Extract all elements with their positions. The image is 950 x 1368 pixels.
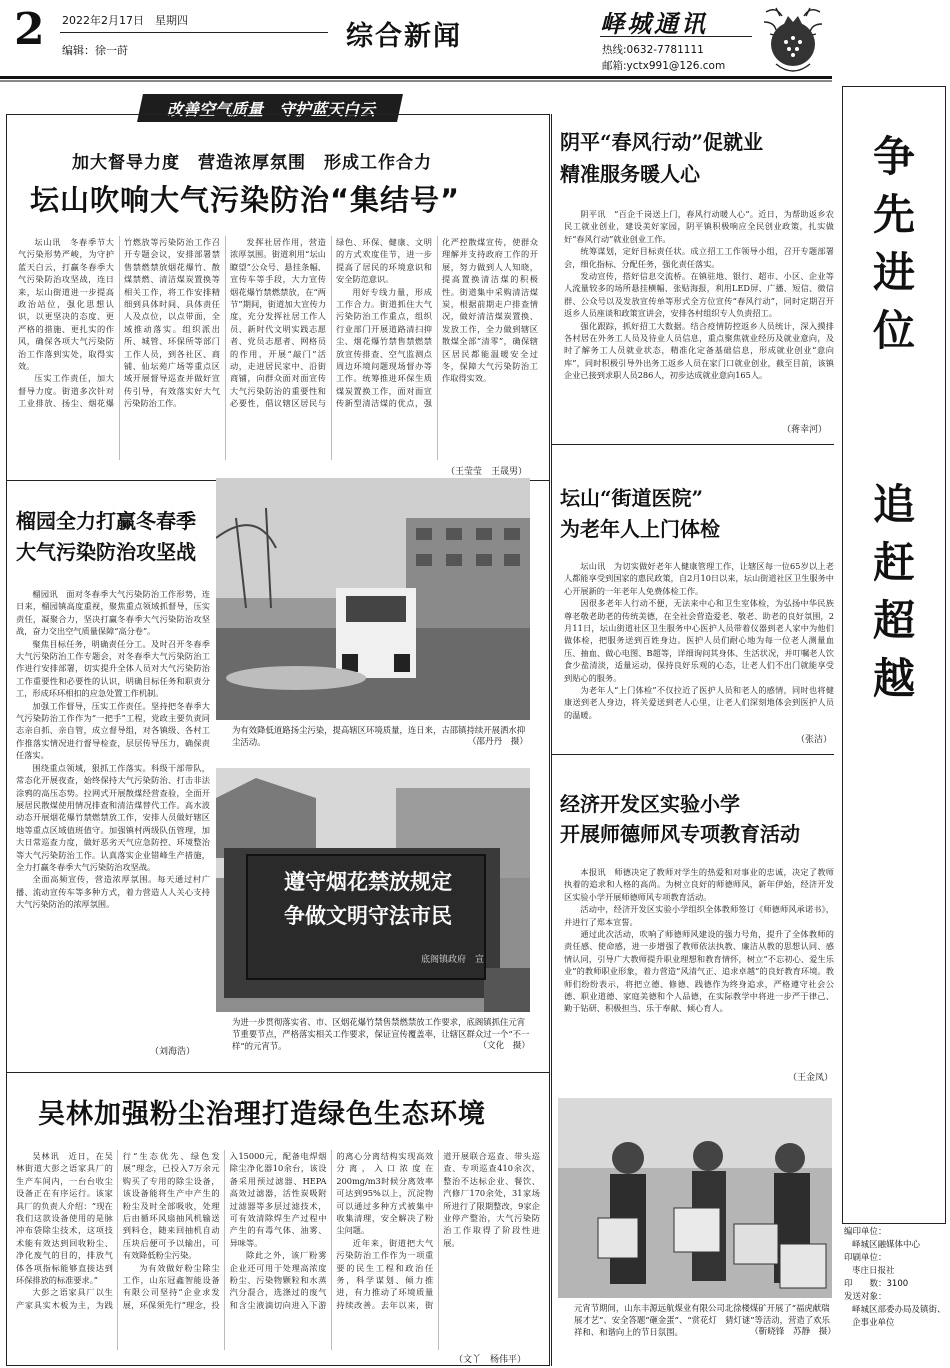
right3-paragraph: 活动中，经济开发区实验小学组织全体教师签订《师德师风承诺书》，并进行了郑本宣誓。	[564, 904, 834, 927]
imprint-label: 印刷单位：	[844, 1253, 887, 1263]
left-story-title	[16, 506, 212, 568]
bottom-paragraph: 除此之外，该厂粉雾企业还可用于处理高浓度粉尘、污染物颗粒和水蒸汽分混合，选涤过的废气和含尘液滴切向进入下游的离心分离结构实现高效分离，入口浓度在200mg/m3时候分离效率可达到95%以上，沉淀物可以通过多种方式被集中收集清理，安全解决了粉尘问题。	[229, 1151, 434, 1310]
sidebar-slogan	[842, 124, 946, 704]
slogan-char: 超	[872, 596, 915, 645]
lead-title: 坛山吹响大气污染防治“集结号”	[30, 183, 461, 217]
photo-water-truck	[216, 478, 530, 720]
paper-name: 峄城通讯	[600, 9, 708, 38]
right3-paragraph: 本报讯 师德决定了教师对学生的热爱和对事业的忠诚，决定了教师执着的追求和人格的高尚。为树立良好的师德师风，新年伊始，经济开发区实验小学开展师德师风专项教育活动。	[564, 867, 834, 902]
slogan-char: 进	[872, 248, 915, 297]
right3-title-line1: 经济开发区实验小学	[560, 792, 740, 816]
lead-kicker: 加大督导力度 营造浓厚氛围 形成工作合力	[72, 153, 432, 173]
photo3-caption	[574, 1302, 836, 1338]
slogan-gap	[842, 356, 946, 472]
right2-paragraph: 坛山讯 为切实做好老年人健康管理工作，让辖区每一位65岁以上老人都能享受到国家的惠民政策，自2月10日以来，坛山街道社区卫生服务中心开展新的一年老年人免费体检工作。	[564, 561, 834, 596]
right1-byline: （蒋幸河）	[782, 425, 828, 435]
imprint-value: 3100	[886, 1279, 909, 1289]
theme-banner-label: 改善空气质量 守护蓝天白云	[166, 100, 375, 119]
right3-title-line2: 开展师德师风专项教育活动	[560, 822, 800, 846]
lead-paragraph: 压实工作责任，加大督导力度。街道多次针对工业排放、扬尘、烟花爆竹燃放等污染防治工作召开专题会议，安排部署禁售禁燃禁放烟花爆竹、散煤禁燃、清洁煤炭置换等相关工作，将工作安排精细到具体时间、具体责任人及点位，以点带面，全域推动落实。组织派出所、城管、环保所等部门工作人员，到各社区、商铺、仙坛苑广场等重点区域开展督导巡查并做好宣传引导，有效落实好大气污染防治工作。	[18, 237, 220, 409]
right2-title-line2: 为老年人上门体检	[560, 517, 720, 541]
photo2-byline: （文化 摄）	[478, 1041, 530, 1051]
masthead-bottom-rule	[0, 76, 832, 79]
slogan-char: 争	[872, 132, 915, 181]
editor-credit: 编辑：徐一莳	[62, 44, 128, 57]
right1-paragraph: 阴平讯 “百企千岗送上门，春风行动暖人心”。近日，为帮助返乡农民工就业创业，建设美好家园，阴平镇积极响应全民创业政策，扎实做好“春风行动”就业创业工作。	[564, 209, 834, 244]
left-paragraph: 加强工作督导，压实工作责任。坚持把冬春季大气污染防治工作作为“一把手”工程，党政主要负责同志亲自抓、亲自管，成立督导组，对各镇级、各村工作推落实情况进行督导检查，层层传导压力，确保责任落实。	[16, 700, 210, 761]
divider-right-1	[552, 444, 834, 445]
photo-lantern-festival	[558, 1098, 832, 1298]
masthead-rule-right	[600, 36, 752, 37]
truck-banner-line2: 争做文明守法市民	[284, 904, 452, 928]
bottom-paragraph: 近年来，街道把大气污染防治工作作为一项重要的民生工程和政治任务，科学谋划、倾力推进，有力推动了环境质量持续改善。去年以来，街道开展联合巡查、带头巡查、专项巡查410余次，整治不达标企业、餐饮、汽修厂170余处，31家场所进行了限期整改，9家企业停产整治，大气污染防治工作取得了阶段性进展。	[336, 1151, 540, 1310]
bottom-story-byline: （文丫 杨伟平）	[454, 1355, 527, 1365]
bottom-paragraph: 吴林讯 近日，在吴林街道大彭之语家具厂的生产车间内，一台台收尘设备正在有序运行。该家具厂的负责人介绍：“现在我们这款设备使用的是脉冲布袋除尘技术，这项技术能有效达到回收粉尘、净化废气的目的，排放气体各项指标能够直接达到环保排放的标准要求。”	[16, 1151, 113, 1286]
right-column-rule	[551, 114, 552, 1366]
divider-right-2	[552, 754, 834, 755]
slogan-char: 位	[872, 306, 915, 355]
slogan-char: 追	[872, 480, 915, 529]
photo-banner-truck	[216, 768, 530, 1012]
bottom-paragraph: 为有效做好粉尘除尘工作，山东冠鑫智能设备有限公司坚持“企业求发展，环保须先行”理念，投入15000元，配备电焊烟除尘净化器10余台，该设备采用预过滤器、HEPA高效过滤器，活性炭吸附过滤器等多层过滤技术，可有效清除焊生产过程中产生的有毒气体、油雾、异味等。	[122, 1151, 327, 1310]
right3-byline: （王金凤）	[788, 1073, 834, 1083]
right2-body	[564, 560, 834, 728]
right1-paragraph: 统筹谋划，定好目标责任状。成立招工工作领导小组，召开专题部署会，细化指标、分配任务，强化责任落实。	[564, 246, 834, 269]
left-paragraph: 全面高频宣传，营造浓厚氛围。每天通过村广播、流动宣传车等多种方式，着力营造人人关心支持大气污染防治的浓厚氛围。	[16, 874, 210, 910]
pomegranate-logo-icon	[756, 2, 830, 78]
imprint-value: 峄城区部委办局及镇街、企事业单位	[852, 1305, 946, 1328]
right2-paragraph: 因很多老年人行动不便，无法来中心和卫生室体检，为弘扬中华民族尊老敬老助老的传统美德，在全社会营造爱老、敬老、助老的良好氛围，2月11日，坛山街道社区卫生服务中心医护人员带着仪器到老人家中为他们做体检，把服务送到百姓身边。医护人员们耐心地为每一位老人测量血压、抽血、做心电图、B超等，详细询问其身体、生活状况，并叮嘱老人饮食少盐清淡，适量运动，保持良好乐观的心态，让老人们不出门就能享受到贴心的服务。	[564, 598, 834, 683]
hotline: 热线:0632-7781111	[602, 44, 704, 56]
slogan-char: 先	[872, 190, 915, 239]
right2-title-line1: 坛山“街道医院”	[560, 486, 704, 510]
bottom-story-title: 吴林加强粉尘治理打造绿色生态环境	[38, 1099, 486, 1130]
left-paragraph: 榴园讯 面对冬春季大气污染防治工作形势，连日来，榴园镇高度重视，聚焦重点领域抓督导，压实责任，凝聚合力，坚决打赢冬春季大气污染防治攻坚战，奋力交出空气质量保障“高分卷”。	[16, 589, 210, 637]
right3-body	[564, 866, 834, 1066]
lead-body	[18, 236, 538, 460]
truck-banner	[246, 854, 486, 980]
photo3-caption-text: 元宵节期间，山东丰源远航煤业有限公司北徐楼煤矿开展了“福虎献瑞展才艺”、安全答题“砸金蛋”、“赏花灯 猜灯谜”等活动，营造了欢乐祥和、和谐向上的节日氛围。	[574, 1303, 830, 1337]
right1-paragraph: 发动宣传，搭好信息交流桥。在镇驻地、银行、超市、小区、企业等人流量较多的场所悬挂横幅、张贴海报，利用LED屏、广播、短信、微信群、公众号以及发放宣传单等形式全方位宣传“春风行动”，同时定期召开返乡人员座谈和政策宣讲会，安排各村组织专人负责招工。	[564, 271, 834, 319]
left-paragraph: 聚焦目标任务，明确责任分工。及时召开冬春季大气污染防治工作专题会，对冬春季大气污染防治工作进行安排部署，切实提升全体人员对大气污染防治工作重要性和必要性的认识，明确目标任务和职责分工，形成环环相扣的应急处置工作机制。	[16, 638, 210, 699]
section-title: 综合新闻	[346, 21, 462, 52]
email: 邮箱:yctx991@126.com	[602, 60, 726, 72]
imprint-label: 发送对象：	[844, 1292, 887, 1302]
right1-body	[564, 208, 834, 420]
left-story-title-text: 榴园全力打赢冬春季大气污染防治攻坚战	[16, 509, 196, 564]
photo1-caption	[232, 724, 528, 748]
divider-bottom-story	[6, 1072, 550, 1073]
lead-byline: （王莹莹 王晟男）	[446, 467, 528, 477]
truck-banner-line1: 遵守烟花禁放规定	[284, 870, 452, 894]
right3-paragraph: 通过此次活动，吹响了师德师风建设的强力号角，提升了全体教师的责任感、使命感，进一步增强了教师依法执教、廉洁从教的思想认同、感情认同，引导广大教师提升职业理想和教育情怀，树立“不忘初心、爱生乐业”的教师职业形象，着力营造“风清气正、追求卓越”的良好教育环境。教师们纷纷表示，将把立德、修德、践德作为终身追求，严格遵守社会公德、职业道德、家庭美德和个人品德，在实际教学中将进一步严于律己、勤于钻研、积极担当、乐于奉献、倾心育人。	[564, 929, 834, 1014]
left-story-byline: （刘海浩）	[150, 1047, 196, 1057]
photo3-byline: （靳晓锋 苏静 摄）	[750, 1327, 836, 1337]
masthead-rule-top	[60, 32, 328, 33]
bottom-story-body	[16, 1150, 540, 1350]
right2-paragraph: 为老年人“上门体检”不仅拉近了医护人员和老人的感情，同时也将健康送到老人身边，将关爱送到老人心里，让老人们深刻地体会到医护人员的温暖。	[564, 685, 834, 720]
imprint-label: 编印单位：	[844, 1227, 887, 1237]
right1-paragraph: 强化跟踪，抓好招工大数据。结合疫情防控返乡人员统计，深入摸排各村居在外务工人员及待业人员信息，重点聚焦就业经历及就业意向，及时了解务工人员就业状态，精准化定备基础信息，形成就业创业“意向库”，同时积极引导外出务工返乡人员在家门口就业创业，截至目前，该镇企业已接到求职人员286人，初步达成就业意向165人。	[564, 320, 834, 381]
photo2-caption-text: 为进一步贯彻落实省、市、区烟花爆竹禁售禁燃禁放工作要求，底阁镇抓住元宵节重要节点，严格落实相关工作要求，保证宣传覆盖率，让辖区群众过一个“不一样”的元宵节。	[232, 1017, 530, 1051]
right2-byline: （张洁）	[796, 735, 833, 745]
lead-paragraph: 用好专线力量，形成工作合力。街道抓住大气污染防治工作重点，组织行业部门开展道路清扫抑尘、烟花爆竹禁售禁燃禁放宣传排查、空气监测点周边环境问题现场督办等工作。统筹推进环保生质煤炭置换工作，面对面宣传新型清洁煤的优点，强化严控散煤宣传，使群众理解并支持政府工作的开展，努力做到人人知晓，提高置换清洁煤的积极性。街道集中采购清洁煤炭，根据前期走户排查情况，做好清洁煤炭置换、发放工作，全力做到辖区散煤全部“清零”，确保辖区居民都能温暖安全过冬，保障大气污染防治工作取得实效。	[336, 237, 538, 409]
issue-date: 2022年2月17日 星期四	[62, 14, 188, 27]
truck-banner-sign: 底阁镇政府 宣	[420, 955, 484, 965]
lead-paragraph: 发挥社居作用，营造浓厚氛围。街道利用“坛山瞭望”公众号、悬挂条幅、宣传车等手段，大力宣传烟花爆竹禁燃禁放，在“两节”期间，街道加大宣传力度，充分发挥社居工作人员、新时代文明实践志愿者、党员志愿者、网格员的作用，开展“敲门”活动，走进居民家中、沿街商铺，向群众面对面宣传大气污染防治的重要性和必要性，倡议辖区居民与绿色、环保、健康、文明的方式欢度佳节，进一步提高了居民的环境意识和安全防范意识。	[230, 237, 432, 409]
page-number: 2	[14, 4, 45, 55]
imprint-label: 印 数：	[844, 1279, 887, 1289]
right1-title-line1: 阴平“春风行动”促就业	[560, 130, 764, 154]
imprint-value: 峄城区融媒体中心	[852, 1240, 921, 1250]
right1-title-line2: 精准服务暖人心	[560, 162, 700, 186]
slogan-char: 越	[872, 654, 915, 703]
photo2-caption	[232, 1016, 530, 1052]
left-paragraph: 围绕重点领域，狠抓工作落实。科级干部带队，常态化开展夜查，始终保持大气污染防治、打击非法涂鸦的高压态势。拉网式开展散煤经营查验，全面开展居民散煤使用情况排查和清洁煤替代工作。高水波动态开展烟花爆竹禁燃禁放工作，安排人员做好辖区地等重点区域值班值守。加强镇村两级队伍管理，加大日常巡查力度，做好恶劣天气应急防控、环境整治等大气污染防治工作。认真落实企业错峰生产措施，全力打赢冬春季大气污染防治攻坚战。	[16, 762, 210, 872]
photo1-byline: （邵丹丹 摄）	[467, 737, 528, 747]
bottom-paragraph: 大彭之语家具厂以生产家具实木板为主，为践行“生态优先、绿色发展”理念，已投入7万余元购买了专用的除尘设备，该设备能将生产中产生的粉尘及时全部吸收，处理后由循环风扇抽风机输送到料仓，随来回抽机自动压块后便可予以输出，可有效降低粉尘污染。	[16, 1151, 220, 1310]
masthead-shadow-rule	[0, 80, 832, 82]
photo1-caption-text: 为有效降低道路扬尘污染，提高辖区环境质量，连日来，古邵镇持续开展洒水抑尘活动。	[232, 725, 526, 747]
slogan-char: 赶	[872, 538, 915, 587]
lead-paragraph: 坛山讯 冬春季节大气污染形势严峻，为守护蓝天白云，打赢冬春季大气污染防治攻坚战，连日来，坛山街道进一步提高政治站位，强化思想认识，以更坚决的态度、更严格的措施、更扎实的作风，确保各项大气污染防治工作落到实处，取得实效。	[18, 237, 114, 372]
imprint-value: 枣庄日报社	[852, 1266, 895, 1276]
imprint	[844, 1226, 948, 1330]
